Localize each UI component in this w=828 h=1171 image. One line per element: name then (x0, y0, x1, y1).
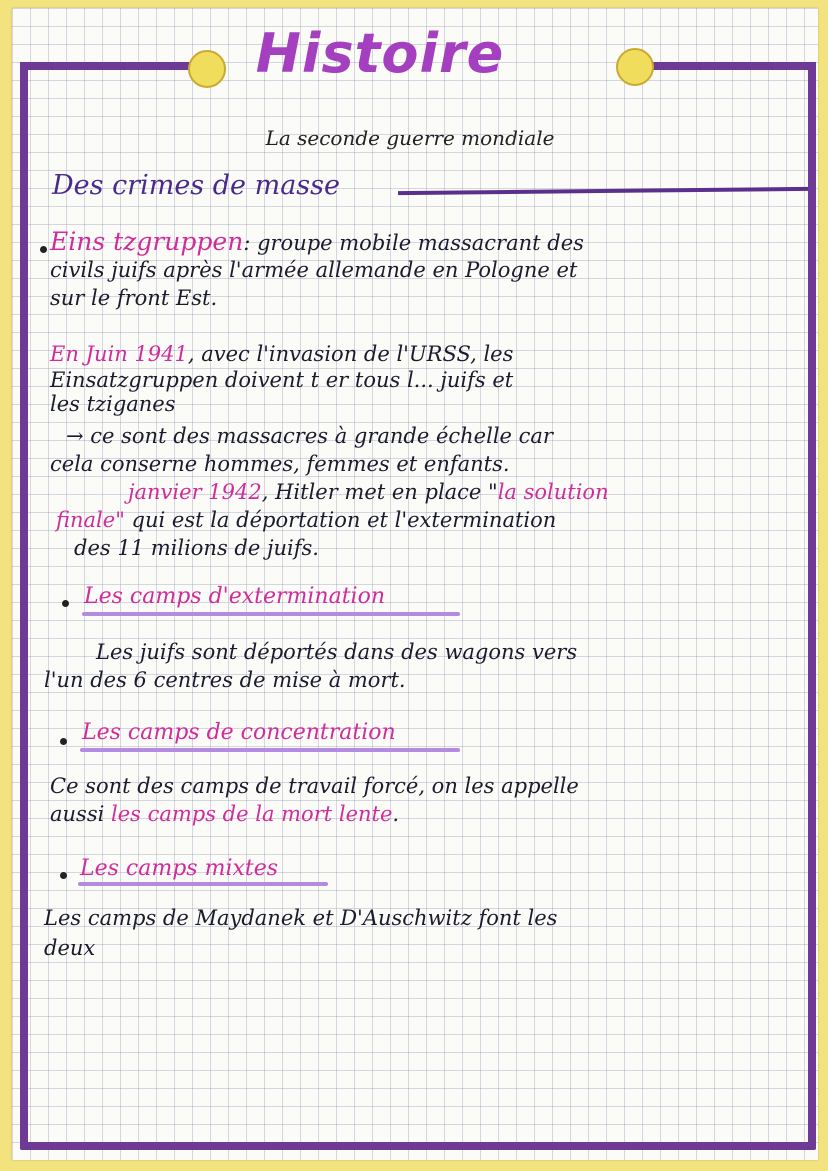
finale-term: finale" (56, 508, 125, 532)
juin-line-7-text: qui est la déportation et l'extermination (124, 508, 557, 532)
concentration-line-2 (50, 802, 399, 826)
einsatzgruppen-term: Eins tzgruppen (50, 227, 244, 256)
extermination-line-1: Les juifs sont déportés dans des wagons vers (96, 640, 578, 664)
extermination-heading: Les camps d'extermination (84, 584, 385, 609)
punch-hole-right (616, 48, 654, 86)
concentration-heading: Les camps de concentration (82, 720, 396, 745)
frame-top-right (650, 62, 816, 70)
juin-line-6 (128, 480, 609, 504)
solution-finale-term: la solution (497, 480, 609, 504)
janvier-date: janvier 1942 (128, 480, 262, 504)
einsatzgruppen-definition: : groupe mobile massacrant des (243, 231, 584, 255)
bullet-dot (40, 246, 47, 253)
page-title: Histoire (255, 22, 505, 85)
mixtes-underline (78, 882, 328, 886)
einsatzgruppen-line-1 (50, 227, 584, 256)
bullet-dot (62, 600, 69, 607)
page-subtitle: La seconde guerre mondiale (265, 126, 555, 150)
extermination-underline (82, 612, 460, 616)
concentration-underline (80, 748, 460, 752)
einsatzgruppen-line-3: sur le front Est. (50, 286, 218, 310)
section-heading: Des crimes de masse (52, 170, 340, 201)
mixtes-line-1: Les camps de Maydanek et D'Auschwitz font les (44, 906, 558, 930)
juin-line-1 (50, 342, 513, 366)
concentration-line-2-lead: aussi (50, 802, 111, 826)
juin-line-3: les tziganes (50, 392, 176, 416)
juin-line-7 (56, 508, 556, 532)
extermination-line-2: l'un des 6 centres de mise à mort. (44, 668, 406, 692)
juin-line-2: Einsatzgruppen doivent t er tous l... juifs et (50, 368, 514, 392)
einsatzgruppen-line-2: civils juifs après l'armée allemande en Pologne et (50, 258, 578, 282)
mort-lente-term: les camps de la mort lente (111, 802, 393, 826)
frame-top-left (20, 62, 198, 70)
juin-line-8: des 11 milions de juifs. (74, 536, 319, 560)
mixtes-line-2: deux (44, 936, 96, 960)
juin-line-5: cela conserne hommes, femmes et enfants. (50, 452, 510, 476)
juin-line-4: → ce sont des massacres à grande échelle car (66, 424, 553, 448)
punch-hole-left (188, 50, 226, 88)
bullet-dot (60, 738, 67, 745)
concentration-line-1: Ce sont des camps de travail forcé, on les appelle (50, 774, 579, 798)
juin-line-6-text: , Hitler met en place " (261, 480, 498, 504)
mixtes-heading: Les camps mixtes (80, 856, 279, 881)
bullet-dot (60, 872, 67, 879)
juin-line-1-text: , avec l'invasion de l'URSS, les (187, 342, 514, 366)
concentration-line-2-end: . (392, 802, 400, 826)
juin-date: En Juin 1941 (50, 342, 188, 366)
